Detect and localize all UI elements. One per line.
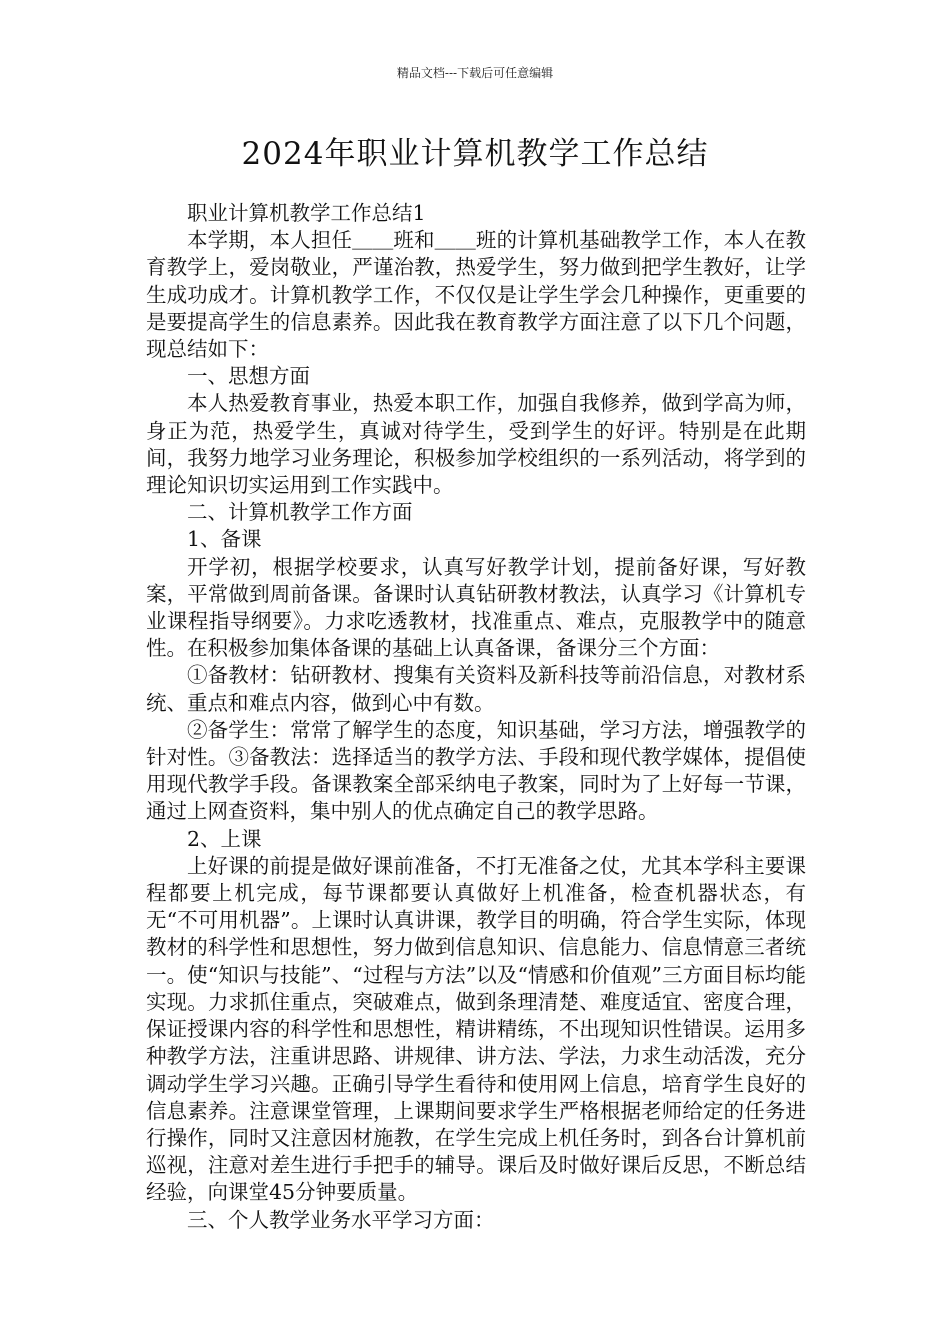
- heading-personal-study: 三、个人教学业务水平学习方面：: [187, 1207, 495, 1232]
- class-paragraph: 上好课的前提是做好课前准备，不打无准备之仗，尤其本学科主要课程都要上机完成，每节课都要认真做好上机准备，检查机器状态，有无“不可用机器”。上课时认真讲课，教学目的明确，符合学生实际，体现教材的科学性和思想性，努力做到信息知识、信息能力、信息情意三者统一。使“知识与技能”、“过程与方法”以及“情感和价值观”三方面目标均能实现。力求抓住重点，突破难点，做到条理清楚、难度适宜、密度合理，保证授课内容的科学性和思想性，精讲精练，不出现知识性错误。运用多种教学方法，注重讲思路、讲规律、讲方法、学法，力求生动活泼，充分调动学生学习兴趣。正确引导学生看待和使用网上信息，培育学生良好的信息素养。注意课堂管理，上课期间要求学生严格根据老师给定的任务进行操作，同时又注意因材施教，在学生完成上机任务时，到各台计算机前巡视，注意对差生进行手把手的辅导。课后及时做好课后反思，不断总结经验，向课堂45分钟要质量。: [146, 853, 806, 1205]
- subheading-class: 2、上课: [187, 826, 262, 851]
- heading-ideology: 一、思想方面: [187, 364, 310, 389]
- lesson-prep-paragraph: 开学初，根据学校要求，认真写好教学计划，提前备好课，写好教案，平常做到周前备课。备课时认真钻研教材教法，认真学习《计算机专业课程指导纲要》。力求吃透教材，找准重点、难点，克服教学中的随意性。在积极参加集体备课的基础上认真备课，备课分三个方面：: [146, 554, 806, 661]
- prep-materials-paragraph: ①备教材：钻研教材、搜集有关资料及新科技等前沿信息，对教材系统、重点和难点内容，做到心中有数。: [146, 663, 806, 715]
- document-title: 2024年职业计算机教学工作总结: [241, 136, 709, 172]
- ideology-paragraph: 本人热爱教育事业，热爱本职工作，加强自我修养，做到学高为师，身正为范，热爱学生，真诚对待学生，受到学生的好评。特别是在此期间，我努力地学习业务理论，积极参加学校组织的一系列活动，将学到的理论知识切实运用到工作实践中。: [146, 391, 806, 498]
- subheading-lesson-prep: 1、备课: [187, 527, 262, 552]
- intro-paragraph: 本学期，本人担任＿＿班和＿＿班的计算机基础教学工作，本人在教育教学上，爱岗敬业，严谨治教，热爱学生，努力做到把学生教好，让学生成功成才。计算机教学工作，不仅仅是让学生学会几种操作，更重要的是要提高学生的信息素养。因此我在教育教学方面注意了以下几个问题，现总结如下：: [146, 228, 806, 362]
- document-body: [146, 200, 806, 1234]
- page-header-note: 精品文档---下载后可任意编辑: [396, 66, 554, 80]
- section-heading-summary-1: 职业计算机教学工作总结1: [187, 201, 426, 225]
- heading-teaching-work: 二、计算机教学工作方面: [187, 500, 413, 525]
- prep-students-paragraph: ②备学生：常常了解学生的态度，知识基础，学习方法，增强教学的针对性。③备教法：选择适当的教学方法、手段和现代教学媒体，提倡使用现代教学手段。备课教案全部采纳电子教案，同时为了上好每一节课，通过上网查资料，集中别人的优点确定自己的教学思路。: [146, 717, 806, 824]
